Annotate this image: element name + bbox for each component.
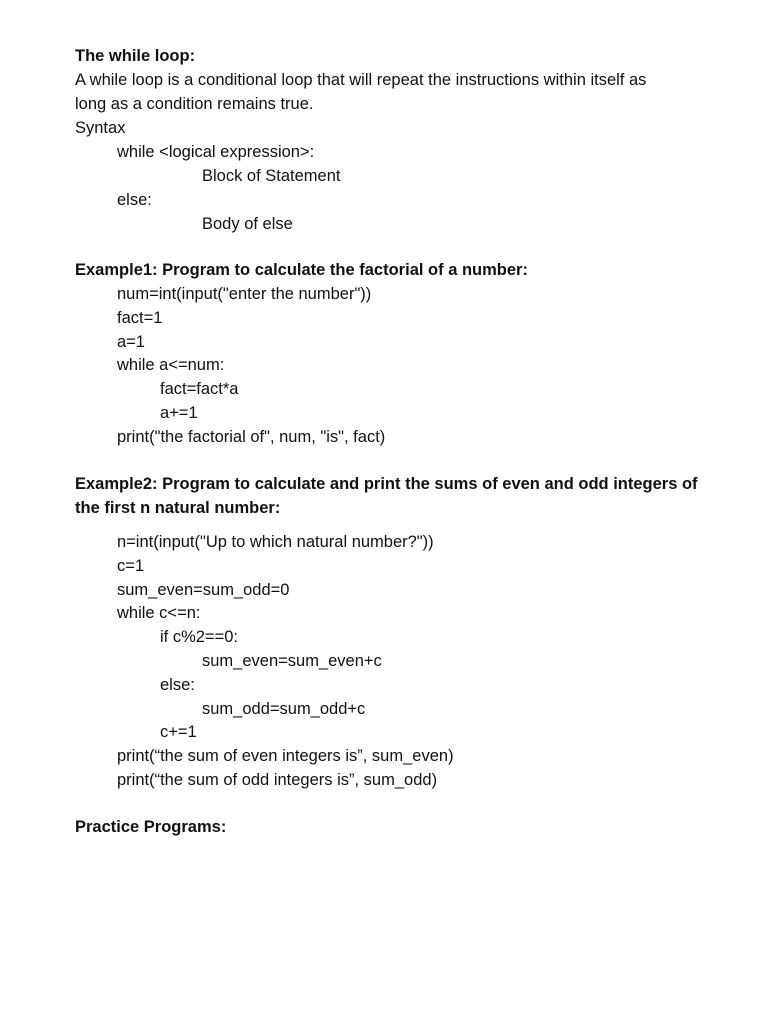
code-line: num=int(input("enter the number")) bbox=[117, 285, 372, 303]
intro-text-line: long as a condition remains true. bbox=[75, 95, 314, 113]
code-line: a=1 bbox=[117, 333, 145, 351]
code-line: c+=1 bbox=[160, 723, 197, 741]
syntax-label: Syntax bbox=[75, 119, 126, 137]
code-line: fact=fact*a bbox=[160, 380, 239, 398]
code-line: n=int(input("Up to which natural number?")) bbox=[117, 533, 434, 551]
example2-heading: Example2: Program to calculate and print the sums of even and odd integers of bbox=[75, 475, 698, 493]
section-heading-while-loop: The while loop: bbox=[75, 47, 196, 65]
code-line: fact=1 bbox=[117, 309, 163, 327]
example1-heading: Example1: Program to calculate the factorial of a number: bbox=[75, 261, 528, 279]
syntax-line: Body of else bbox=[202, 215, 293, 233]
syntax-line: Block of Statement bbox=[202, 167, 341, 185]
intro-text-line: A while loop is a conditional loop that will repeat the instructions within itself as bbox=[75, 71, 647, 89]
code-line: sum_even=sum_even+c bbox=[202, 652, 382, 670]
code-line: c=1 bbox=[117, 557, 145, 575]
syntax-line: else: bbox=[117, 191, 152, 209]
code-line: if c%2==0: bbox=[160, 628, 238, 646]
code-line: else: bbox=[160, 676, 195, 694]
code-line: print(“the sum of odd integers is”, sum_odd) bbox=[117, 771, 438, 789]
code-line: print("the factorial of", num, "is", fact) bbox=[117, 428, 386, 446]
practice-programs-heading: Practice Programs: bbox=[75, 818, 227, 836]
code-line: sum_odd=sum_odd+c bbox=[202, 700, 366, 718]
syntax-line: while <logical expression>: bbox=[117, 143, 315, 161]
code-line: while c<=n: bbox=[117, 604, 201, 622]
example2-heading: the first n natural number: bbox=[75, 499, 281, 517]
code-line: print(“the sum of even integers is”, sum_even) bbox=[117, 747, 454, 765]
code-line: a+=1 bbox=[160, 404, 198, 422]
code-line: while a<=num: bbox=[117, 356, 225, 374]
code-line: sum_even=sum_odd=0 bbox=[117, 581, 290, 599]
